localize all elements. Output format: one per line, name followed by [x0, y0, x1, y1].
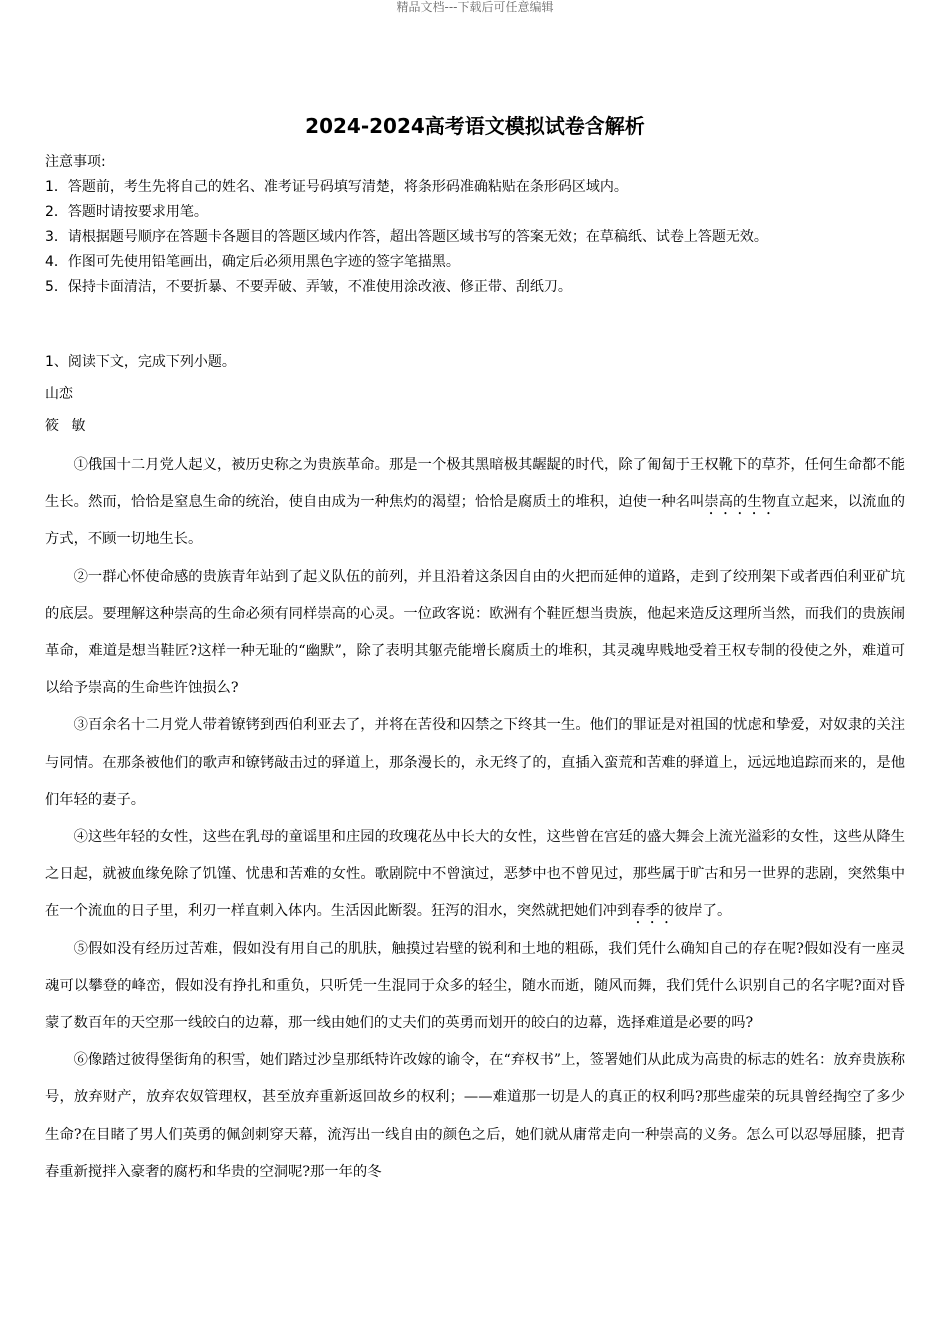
- article-paragraph: [45, 819, 905, 931]
- paragraph-text: 直立起来，以流血的方式，不顾一切地生长。: [45, 494, 905, 548]
- emphasized-text: 崇高的生物: [704, 494, 777, 511]
- paragraph-text: 彼岸了。: [674, 903, 732, 920]
- page-title: 2024-2024高考语文模拟试卷含解析: [305, 114, 645, 138]
- emphasized-text: 春季的: [631, 903, 675, 920]
- article-paragraph: ⑥像踏过彼得堡街角的积雪，她们踏过沙皇那纸特许改嫁的谕令，在“弃权书”上，签署她们从此成为高贵的标志的姓名：放弃贵族称号，放弃财产，放弃农奴管理权，甚至放弃重新返回故乡的权利；——难道那一切是人的真正的权利吗?那些虚荣的玩具曾经掏空了多少生命?在目睹了男人们英勇的佩剑刺穿天幕，流泻出一线自由的颜色之后，她们就从庸常走向一种崇高的义务。怎么可以忍辱屈膝，把青春重新搅拌入豪奢的腐朽和华贵的空洞呢?那一年的冬: [45, 1052, 905, 1180]
- notice-item: 2．答题时请按要求用笔。: [45, 204, 208, 220]
- notice-heading: 注意事项:: [45, 154, 106, 170]
- notice-section: [45, 150, 915, 300]
- article-body: [45, 447, 905, 1191]
- header-note: 精品文档---下载后可任意编辑: [396, 0, 554, 14]
- notice-item: 1．答题前，考生先将自己的姓名、准考证号码填写清楚，将条形码准确粘贴在条形码区域内。: [45, 179, 628, 195]
- article-paragraph: ③百余名十二月党人带着镣铐到西伯利亚去了，并将在苦役和囚禁之下终其一生。他们的罪证是对祖国的忧虑和挚爱，对奴隶的关注与同情。在那条被他们的歌声和镣铐敲击过的驿道上，那条漫长的，永无终了的，直插入蛮荒和苦难的驿道上，远远地追踪而来的，是他们年轻的妻子。: [45, 717, 905, 808]
- notice-item: 5．保持卡面清洁，不要折暴、不要弄破、弄皱，不准使用涂改液、修正带、刮纸刀。: [45, 279, 572, 295]
- notice-item: 4．作图可先使用铅笔画出，确定后必须用黑色字迹的签字笔描黑。: [45, 254, 460, 270]
- article-paragraph: [45, 447, 905, 559]
- notice-item: 3．请根据题号顺序在答题卡各题目的答题区域内作答，超出答题区域书写的答案无效；在草稿纸、试卷上答题无效。: [45, 229, 768, 245]
- paragraph-text: ④这些年轻的女性，这些在乳母的童谣里和庄园的玫瑰花丛中长大的女性，这些曾在宫廷的盛大舞会上流光溢彩的女性，这些从降生之日起，就被血缘免除了饥馑、忧患和苦难的女性。歌剧院中不曾演过，恶梦中也不曾见过，那些属于旷古和另一世界的悲剧，突然集中在一个流血的日子里，利刃一样直刺入体内。生活因此断裂。狂泻的泪水，突然就把她们冲到: [45, 829, 905, 920]
- article-paragraph: ②一群心怀使命感的贵族青年站到了起义队伍的前列，并且沿着这条因自由的火把而延伸的道路，走到了绞刑架下或者西伯利亚矿坑的底层。要理解这种崇高的生命必须有同样崇高的心灵。一位政客说：欧洲有个鞋匠想当贵族，他起来造反这理所当然，而我们的贵族闹革命，难道是想当鞋匠?这样一种无耻的“幽默”，除了表明其躯壳能增长腐质土的堆积，其灵魂卑贱地受着王权专制的役使之外，难道可以给予崇高的生命些许蚀损么?: [45, 568, 905, 697]
- passage-author: 筱 敏: [45, 418, 90, 434]
- article-paragraph: ⑤假如没有经历过苦难，假如没有用自己的肌肤，触摸过岩壁的锐利和土地的粗砾，我们凭什么确知自己的存在呢?假如没有一座灵魂可以攀登的峰峦，假如没有挣扎和重负，只听凭一生混同于众多的轻尘，随水而逝，随风而舞，我们凭什么识别自己的名字呢?面对昏蒙了数百年的天空那一线皎白的边幕，那一线由她们的丈夫们的英勇而划开的皎白的边幕，选择难道是必要的吗?: [45, 940, 905, 1032]
- passage-title: 山恋: [45, 386, 73, 402]
- paragraph-text: ①俄国十二月党人起义，被历史称之为贵族革命。那是一个极其黑暗极其龌龊的时代，除了匍匐于王权靴下的草芥，任何生命都不能生长。然而，恰恰是窒息生命的统治，使自由成为一种焦灼的渴望；恰恰是腐质土的堆积，迫使一种名叫: [45, 457, 905, 511]
- question-intro: 1、阅读下文，完成下列小题。: [45, 354, 236, 370]
